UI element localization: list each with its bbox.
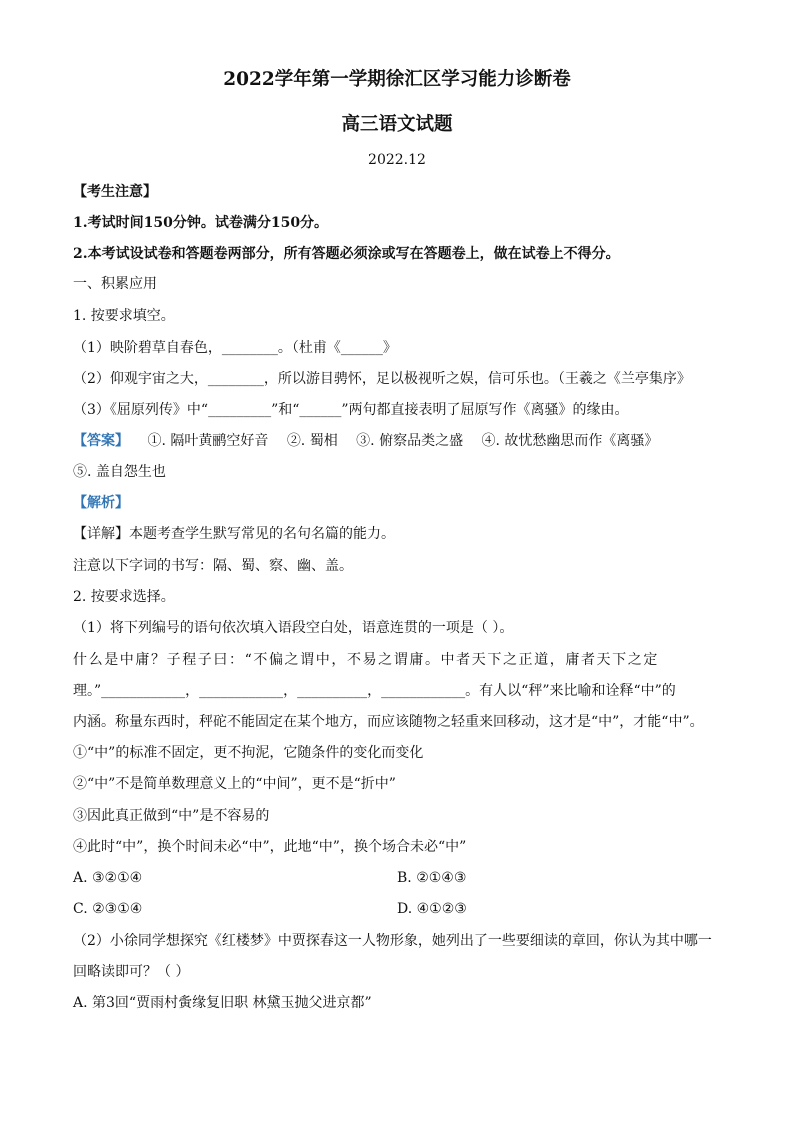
option-d: D. ④①②③ (397, 901, 467, 917)
q2-sub-1: （1）将下列编号的语句依次填入语段空白处，语意连贯的一项是（ ）。 (73, 620, 514, 636)
q2-sub-2-line-1: （2）小徐同学想探究《红楼梦》中贾探春这一人物形象，她列出了一些要细读的章回，你认为其中哪一 (73, 933, 712, 949)
q2-sub-2-option-a: A. 第3回“贾雨村夤缘复旧职 林黛玉抛父进京都” (73, 995, 372, 1011)
passage-line-2: 理。”____________，____________，__________，____________。有人以“秤”来比喻和诠释“中”的 (73, 683, 676, 699)
sentence-2: ②“中”不是简单数理意义上的“中间”，更不是“折中” (73, 776, 396, 792)
answer-item: ①. 隔叶黄鹂空好音 (147, 433, 269, 449)
exam-title: 2022学年第一学期徐汇区学习能力诊断卷 (223, 69, 571, 90)
answer-tag: 【答案】 (73, 433, 129, 449)
option-b: B. ②①④③ (397, 870, 467, 886)
q1-part-2: （2）仰观宇宙之大，________，所以游目骋怀，足以极视听之娱，信可乐也。（王羲之《兰亭集序》 (73, 371, 691, 387)
answer-item: ③. 俯察品类之盛 (356, 433, 464, 449)
answer-item: ④. 故忧愁幽思而作《离骚》 (481, 433, 659, 449)
analysis-tag: 【解析】 (73, 495, 129, 511)
q1-part-3: （3）《屈原列传》中“_________”和“______”两句都直接表明了屈原写作《离骚》的缘由。 (73, 402, 629, 418)
notice-item-2: 2.本考试设试卷和答题卷两部分，所有答题必须涂或写在答题卷上，做在试卷上不得分。 (73, 246, 620, 262)
q1-stem: 1. 按要求填空。 (73, 308, 175, 324)
passage-line-3: 内涵。称量东西时，秤砣不能固定在某个地方，而应该随物之轻重来回移动，这才是“中”，才能“中”。 (73, 714, 704, 730)
passage-line-1: 什么是中庸？子程子曰：“不偏之谓中，不易之谓庸。中者天下之正道，庸者天下之定 (73, 652, 659, 668)
section-heading: 一、积累应用 (73, 276, 157, 292)
answer-item: ②. 蜀相 (286, 433, 338, 449)
notice-item-1: 1.考试时间150分钟。试卷满分150分。 (73, 215, 329, 231)
q2-sub-2-line-2: 回略读即可？（ ） (73, 964, 190, 980)
q1-answer-line (73, 431, 658, 451)
note-text: 注意以下字词的书写：隔、蜀、察、幽、盖。 (73, 558, 353, 574)
sentence-1: ①“中”的标准不固定，更不拘泥，它随条件的变化而变化 (73, 745, 424, 761)
exam-date: 2022.12 (368, 152, 426, 168)
exam-subtitle: 高三语文试题 (341, 114, 453, 135)
q1-part-1: （1）映阶碧草自春色，________。（杜甫《______》 (73, 340, 397, 356)
notice-heading: 【考生注意】 (73, 184, 157, 200)
detail-text: 【详解】本题考查学生默写常见的名句名篇的能力。 (73, 526, 395, 542)
option-a: A. ③②①④ (73, 870, 143, 886)
answer-item-5: ⑤. 盖自怨生也 (73, 464, 166, 480)
sentence-4: ④此时“中”，换个时间未必“中”，此地“中”，换个场合未必“中” (73, 839, 467, 855)
q2-stem: 2. 按要求选择。 (73, 589, 175, 605)
sentence-3: ③因此真正做到“中”是不容易的 (73, 808, 270, 824)
option-c: C. ②③①④ (73, 901, 143, 917)
